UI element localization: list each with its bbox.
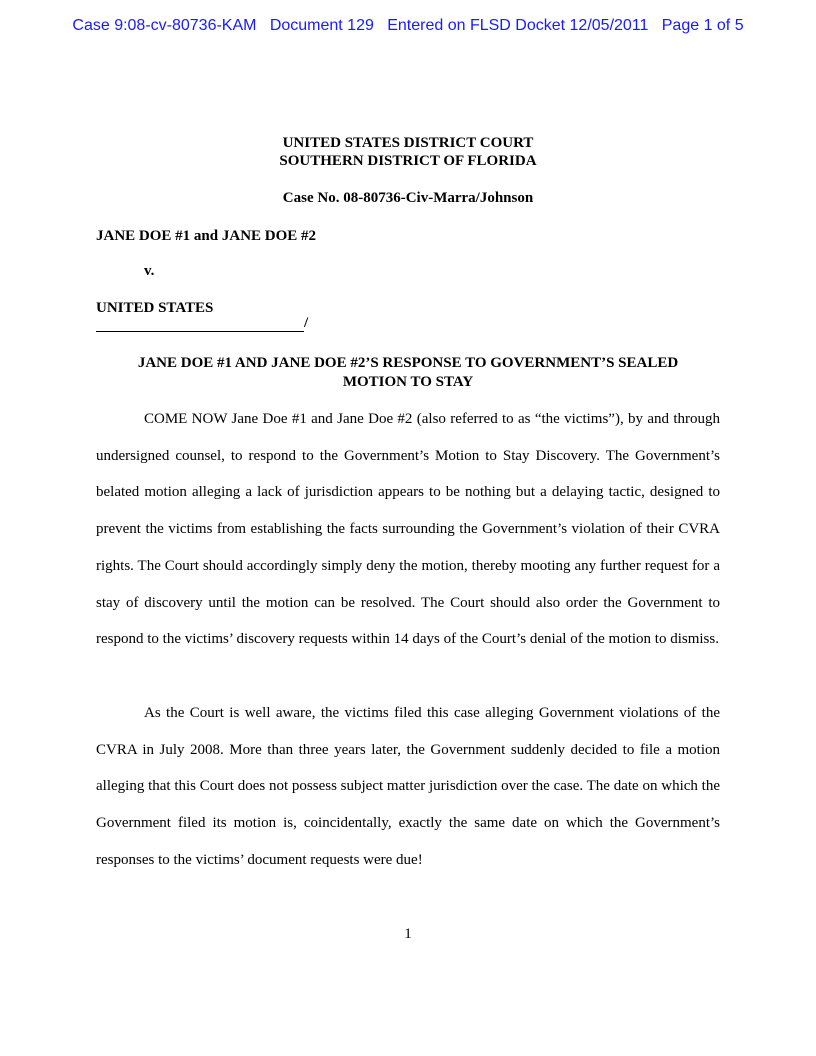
caption-signature-line [96, 315, 308, 332]
page-number: 1 [404, 926, 412, 942]
body-paragraph-2 [96, 695, 720, 879]
document-title-line2: MOTION TO STAY [342, 374, 474, 390]
plaintiffs-caption: JANE DOE #1 and JANE DOE #2 [96, 228, 317, 244]
court-name-line1: UNITED STATES DISTRICT COURT [282, 135, 534, 151]
caption-slash: / [304, 315, 309, 331]
caption-underline [96, 317, 304, 332]
body-paragraph-1 [96, 401, 720, 658]
body-paragraph-1-text: COME NOW Jane Doe #1 and Jane Doe #2 (also referred to as “the victims”), by and through undersigned counsel, to respond to the Government’s Motion to Stay Discovery. The Government’s belated motion alleging a lack of jurisdiction appears to be nothing but a delaying tactic, designed to prevent the victims from establishing the facts surrounding the Government’s violation of their CVRA rights. The Court should accordingly simply deny the motion, thereby mooting any further request for a stay of discovery until the motion can be resolved. The Court should also order the Government to respond to the victims’ discovery requests within 14 days of the Court’s denial of the motion to dismiss. [96, 411, 720, 648]
body-paragraph-2-text: As the Court is well aware, the victims filed this case alleging Government violations of the CVRA in July 2008. More than three years later, the Government suddenly decided to file a motion alleging that this Court does not possess subject matter jurisdiction over the case. The date on which the Government filed its motion is, coincidentally, exactly the same date on which the Government’s responses to the victims’ document requests were due! [96, 705, 720, 868]
document-title-line1: JANE DOE #1 AND JANE DOE #2’S RESPONSE TO GOVERNMENT’S SEALED [137, 355, 679, 371]
versus-label: v. [144, 263, 155, 279]
docket-header-stamp: Case 9:08-cv-80736-KAM Document 129 Entered on FLSD Docket 12/05/2011 Page 1 of 5 [72, 17, 744, 34]
defendant-caption: UNITED STATES [96, 300, 214, 316]
case-number: Case No. 08-80736-Civ-Marra/Johnson [282, 190, 534, 206]
court-name-line2: SOUTHERN DISTRICT OF FLORIDA [279, 153, 537, 169]
